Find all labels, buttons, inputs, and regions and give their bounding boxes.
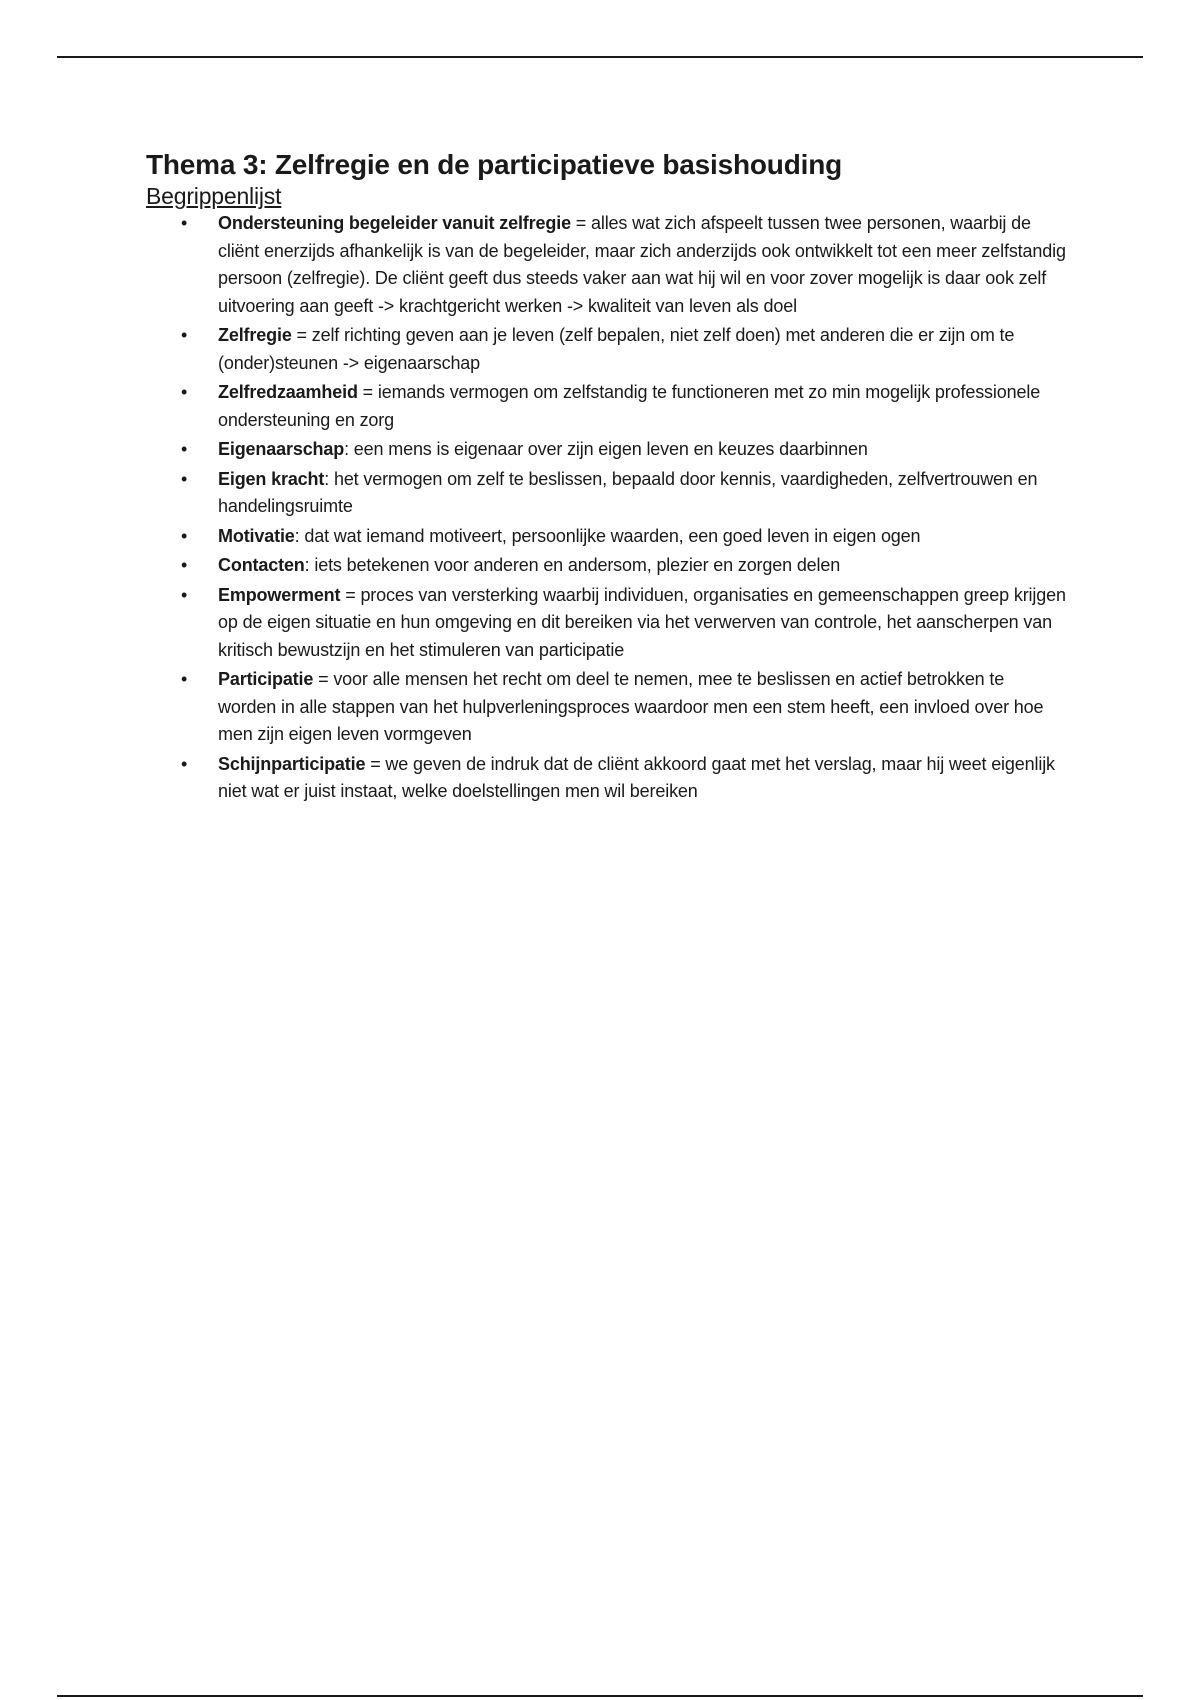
term-definition: : dat wat iemand motiveert, persoonlijke waarden, een goed leven in eigen ogen [294, 525, 921, 546]
bullet-icon: • [181, 555, 188, 575]
term-definition: : het vermogen om zelf te beslissen, bepaald door kennis, vaardigheden, zelfvertrouwen en handelingsruimte [218, 468, 1038, 516]
term-definition: : een mens is eigenaar over zijn eigen leven en keuzes daarbinnen [344, 439, 868, 459]
term-definition: : iets betekenen voor anderen en andersom, plezier en zorgen delen [304, 555, 841, 575]
term-label: Empowerment [218, 584, 341, 605]
bullet-icon: • [181, 325, 188, 345]
list-item [181, 552, 1066, 580]
term-label: Motivatie [218, 525, 295, 546]
list-item [181, 466, 1066, 521]
list-item [181, 436, 1066, 464]
list-item [181, 210, 1066, 320]
bullet-icon: • [181, 525, 188, 546]
bullet-icon: • [181, 584, 188, 605]
term-list [146, 210, 1066, 806]
list-item [181, 751, 1066, 806]
bullet-icon: • [181, 669, 188, 689]
term-definition: = alles wat zich afspeelt tussen twee personen, waarbij de cliënt enerzijds afhankelijk is van de begeleider, maar zich anderzijds ook ontwikkelt tot een meer zelfstandig persoon (zelfregie). De cliënt geeft dus steeds vaker aan wat hij wil en voor zover mogelijk is daar ook zelf uitvoering aan geeft -> krachtgericht werken -> kwaliteit van leven als doel [218, 213, 1066, 316]
term-definition: = we geven de indruk dat de cliënt akkoord gaat met het verslag, maar hij weet eigenlijk niet wat er juist instaat, welke doelstellingen men wil bereiken [218, 753, 1055, 801]
term-label: Contacten [218, 555, 305, 575]
term-definition: = zelf richting geven aan je leven (zelf bepalen, niet zelf doen) met anderen die er zijn om te (onder)steunen -> eigenaarschap [218, 325, 1015, 373]
bullet-icon: • [181, 382, 188, 402]
term-label: Participatie [218, 669, 314, 689]
list-item [181, 379, 1066, 434]
term-definition: = voor alle mensen het recht om deel te nemen, mee te beslissen en actief betrokken te worden in alle stappen van het hulpverleningsproces waardoor men een stem heeft, een invloed over hoe men zijn eigen leven vormgeven [218, 669, 1044, 744]
list-item [181, 666, 1066, 749]
section-heading: Begrippenlijst [146, 183, 282, 209]
term-label: Eigenaarschap [218, 439, 345, 459]
term-definition: = proces van versterking waarbij individuen, organisaties en gemeenschappen greep krijgen op de eigen situatie en hun omgeving en dit bereiken via het verwerven van controle, het aanscherpen van kritisch bewustzijn en het stimuleren van participatie [218, 584, 1066, 660]
term-label: Zelfregie [218, 325, 292, 345]
list-item [181, 322, 1066, 377]
document-title: Thema 3: Zelfregie en de participatieve basishouding [146, 149, 842, 180]
term-definition: = iemands vermogen om zelfstandig te functioneren met zo min mogelijk professionele ondersteuning en zorg [218, 382, 1041, 430]
bullet-icon: • [181, 468, 188, 489]
term-label: Eigen kracht [218, 468, 325, 489]
footer-rule [57, 1695, 1143, 1697]
term-label: Ondersteuning begeleider vanuit zelfregie [218, 213, 571, 233]
term-label: Schijnparticipatie [218, 753, 366, 774]
header-rule [57, 56, 1143, 58]
bullet-icon: • [181, 439, 188, 459]
list-item [181, 582, 1066, 665]
bullet-icon: • [181, 753, 188, 774]
document-body [146, 148, 1066, 808]
list-item [181, 523, 1066, 551]
bullet-icon: • [181, 213, 188, 233]
term-label: Zelfredzaamheid [218, 382, 358, 402]
